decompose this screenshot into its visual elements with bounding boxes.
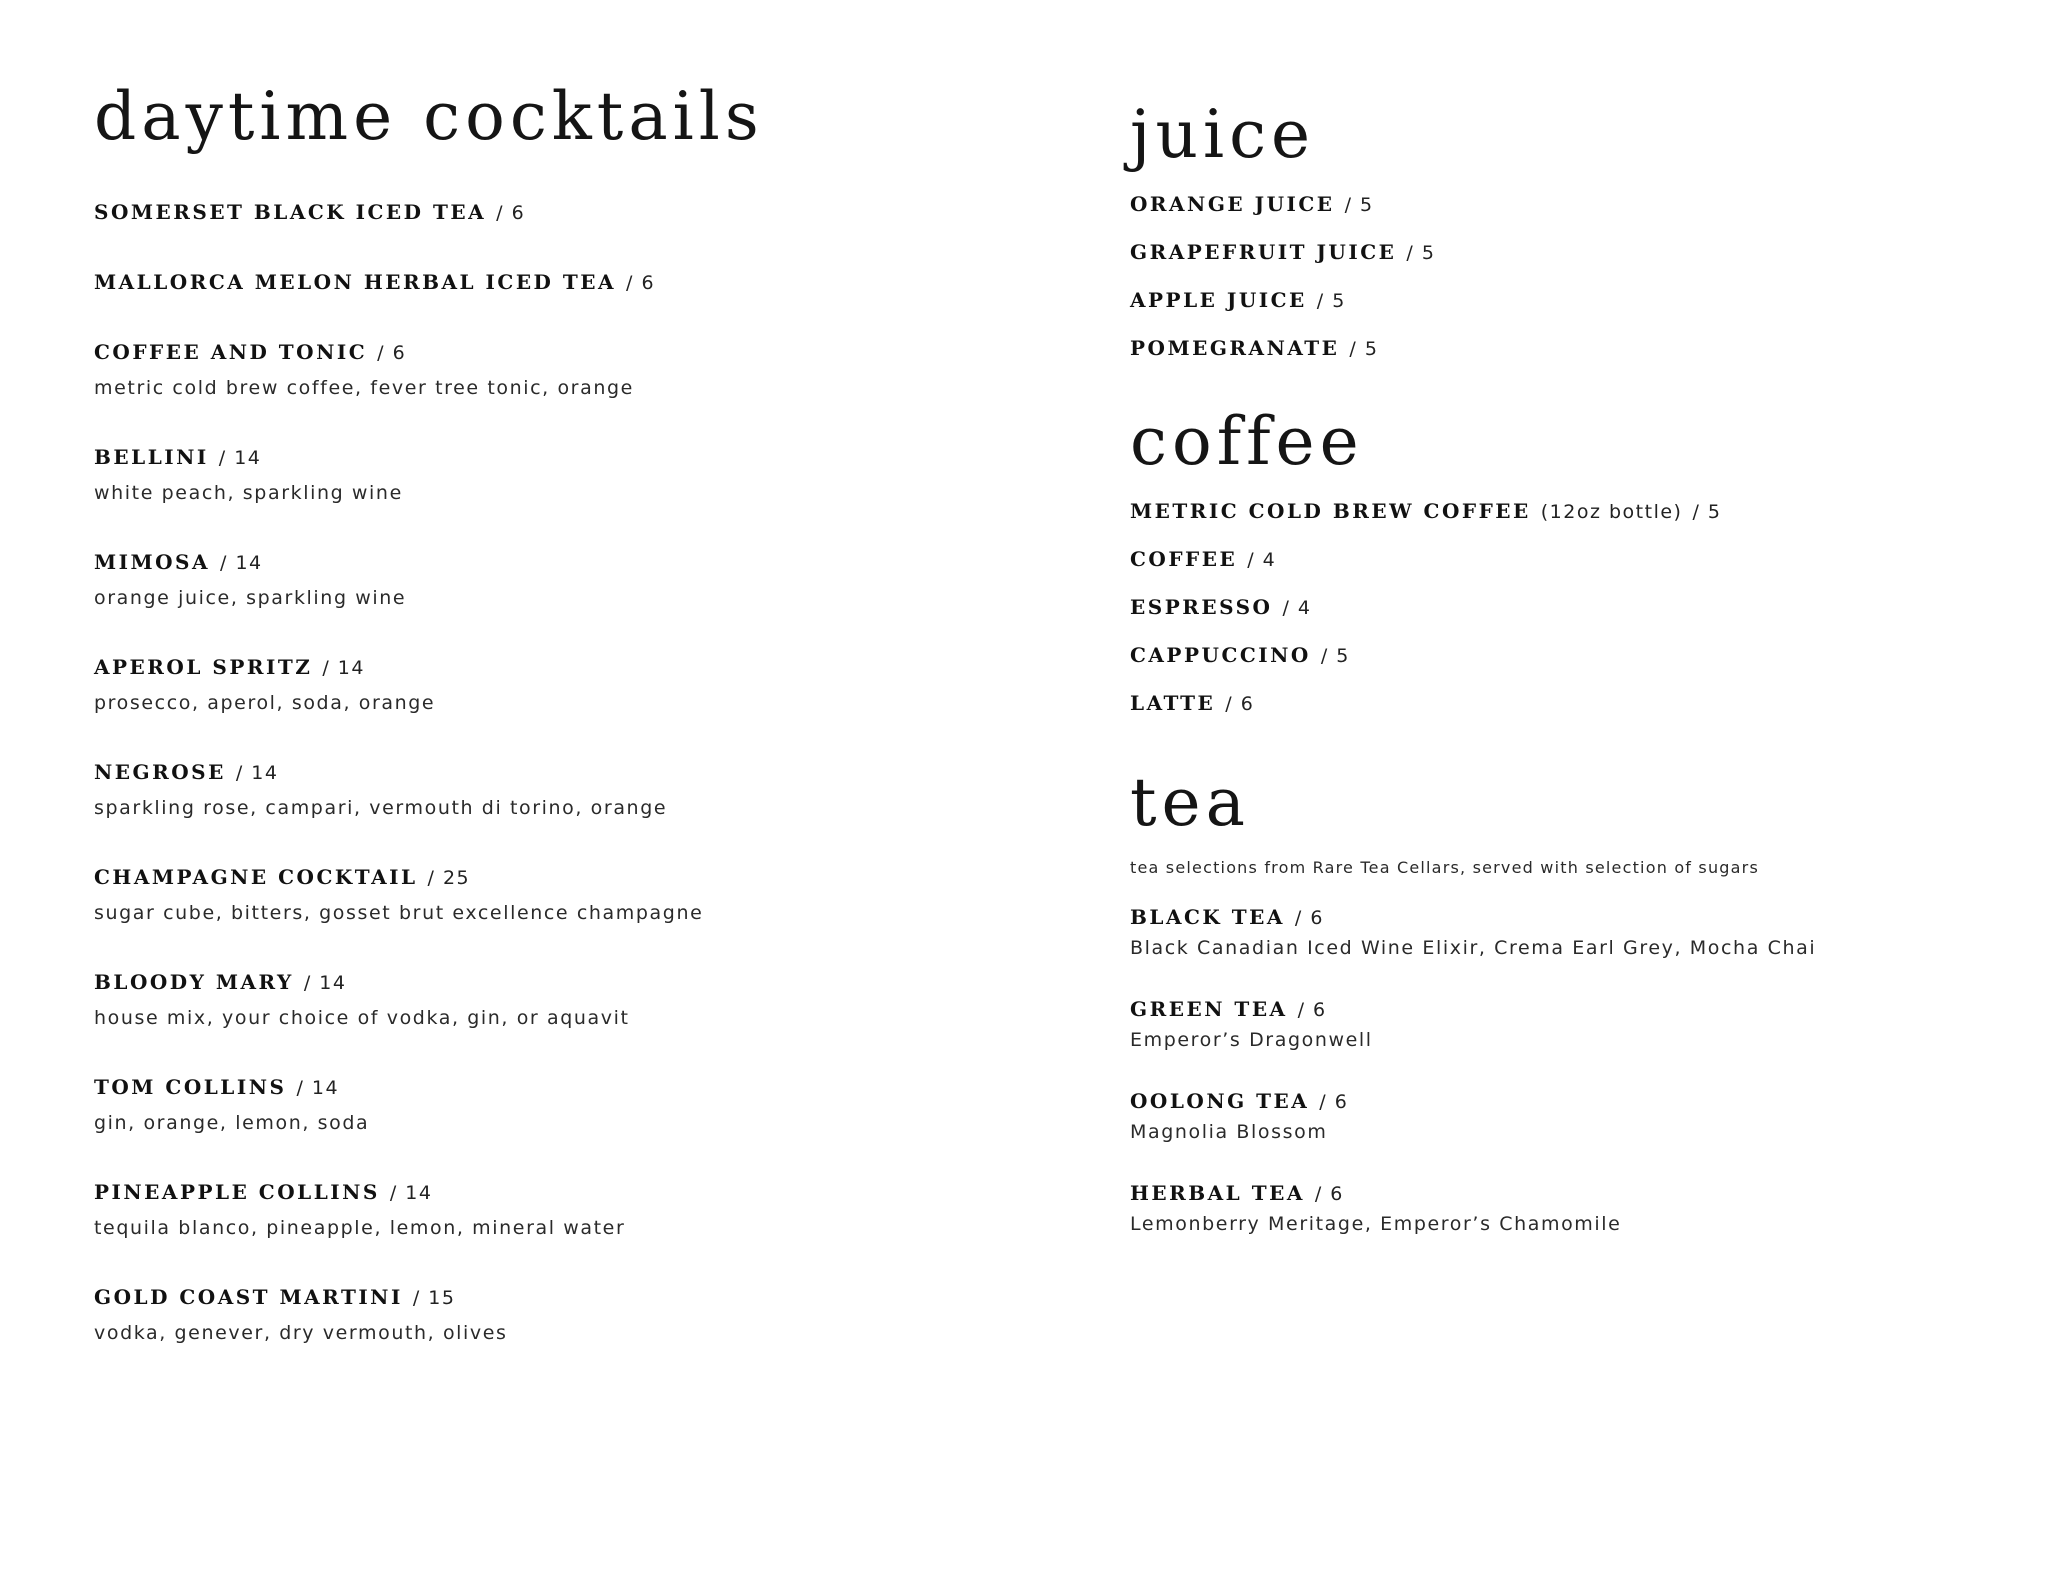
item-price: / 5 xyxy=(1406,242,1436,264)
menu-item xyxy=(1130,238,2010,267)
menu-item xyxy=(94,548,1054,612)
item-description: sparkling rose, campari, vermouth di torino, orange xyxy=(94,797,668,819)
menu-item xyxy=(1130,1087,2010,1146)
menu-item xyxy=(1130,641,2010,670)
item-name: COFFEE xyxy=(1130,547,1238,571)
item-name: LATTE xyxy=(1130,691,1216,715)
item-name: GRAPEFRUIT JUICE xyxy=(1130,240,1397,264)
item-description: tequila blanco, pineapple, lemon, mineral water xyxy=(94,1217,626,1239)
item-name: COFFEE AND TONIC xyxy=(94,340,368,364)
menu-item xyxy=(1130,689,2010,718)
menu-item xyxy=(1130,903,2010,962)
item-name: APPLE JUICE xyxy=(1130,288,1307,312)
item-name: NEGROSE xyxy=(94,760,226,784)
cocktails-title: daytime cocktails xyxy=(94,78,764,155)
item-description: Black Canadian Iced Wine Elixir, Crema Earl Grey, Mocha Chai xyxy=(1130,937,1817,959)
item-name: MALLORCA MELON HERBAL ICED TEA xyxy=(94,270,617,294)
item-description: house mix, your choice of vodka, gin, or aquavit xyxy=(94,1007,630,1029)
item-name: TOM COLLINS xyxy=(94,1075,287,1099)
item-name: HERBAL TEA xyxy=(1130,1181,1305,1205)
item-price: / 6 xyxy=(626,272,656,294)
item-price: / 6 xyxy=(496,202,526,224)
item-price: / 6 xyxy=(1225,693,1255,715)
menu-item xyxy=(94,863,1054,927)
menu-item xyxy=(94,1073,1054,1137)
item-price: / 6 xyxy=(1314,1183,1344,1205)
item-price: / 14 xyxy=(303,972,347,994)
item-price: / 15 xyxy=(412,1287,456,1309)
menu-item xyxy=(1130,334,2010,363)
item-price: / 14 xyxy=(218,447,262,469)
item-price: / 14 xyxy=(296,1077,340,1099)
juice-title: juice xyxy=(1130,96,1316,173)
cocktails-column xyxy=(94,0,1054,1388)
item-name: PINEAPPLE COLLINS xyxy=(94,1180,380,1204)
item-price: / 5 xyxy=(1320,645,1350,667)
menu-item xyxy=(94,1178,1054,1242)
item-price: / 6 xyxy=(377,342,407,364)
item-price: / 5 xyxy=(1692,501,1722,523)
item-price: / 6 xyxy=(1319,1091,1349,1113)
item-name: SOMERSET BLACK ICED TEA xyxy=(94,200,487,224)
menu-item xyxy=(94,198,1054,227)
menu-item xyxy=(1130,497,2010,526)
item-name: GREEN TEA xyxy=(1130,997,1288,1021)
tea-title: tea xyxy=(1130,764,1250,841)
menu-item xyxy=(94,968,1054,1032)
item-name: POMEGRANATE xyxy=(1130,336,1340,360)
menu-item xyxy=(1130,190,2010,219)
item-price: / 14 xyxy=(322,657,365,679)
item-price: / 6 xyxy=(1297,999,1327,1021)
item-price: / 4 xyxy=(1247,549,1277,571)
item-price: / 6 xyxy=(1294,907,1324,929)
item-name: BLACK TEA xyxy=(1130,905,1285,929)
item-price: / 14 xyxy=(220,552,263,574)
drinks-column xyxy=(1130,0,2010,1271)
item-name: MIMOSA xyxy=(94,550,211,574)
item-price: / 5 xyxy=(1344,194,1374,216)
item-name: ORANGE JUICE xyxy=(1130,192,1335,216)
item-description: vodka, genever, dry vermouth, olives xyxy=(94,1322,508,1344)
item-description: metric cold brew coffee, fever tree tonic, orange xyxy=(94,377,634,399)
item-price: / 4 xyxy=(1282,597,1312,619)
menu-item xyxy=(1130,593,2010,622)
menu-item xyxy=(1130,1179,2010,1238)
menu-item xyxy=(94,338,1054,402)
item-description: Magnolia Blossom xyxy=(1130,1121,1328,1143)
tea-intro: tea selections from Rare Tea Cellars, served with selection of sugars xyxy=(1130,858,1759,877)
item-description: sugar cube, bitters, gosset brut excellence champagne xyxy=(94,902,704,924)
item-name: OOLONG TEA xyxy=(1130,1089,1310,1113)
menu-item xyxy=(94,1283,1054,1347)
menu-item xyxy=(94,653,1054,717)
item-price: / 5 xyxy=(1349,338,1379,360)
menu-item xyxy=(94,758,1054,822)
item-name: CAPPUCCINO xyxy=(1130,643,1311,667)
item-price: / 5 xyxy=(1316,290,1346,312)
coffee-title: coffee xyxy=(1130,403,1364,480)
item-price: / 25 xyxy=(427,867,471,889)
menu-item xyxy=(94,268,1054,297)
menu-item xyxy=(94,443,1054,507)
item-name: APEROL SPRITZ xyxy=(94,655,313,679)
item-price: / 14 xyxy=(235,762,279,784)
item-name: BELLINI xyxy=(94,445,209,469)
item-description: gin, orange, lemon, soda xyxy=(94,1112,370,1134)
menu-item xyxy=(1130,545,2010,574)
menu-item xyxy=(1130,995,2010,1054)
item-description: Emperor’s Dragonwell xyxy=(1130,1029,1373,1051)
item-name: METRIC COLD BREW COFFEE xyxy=(1130,499,1531,523)
item-description: orange juice, sparkling wine xyxy=(94,587,407,609)
menu-item xyxy=(1130,286,2010,315)
item-description: prosecco, aperol, soda, orange xyxy=(94,692,436,714)
item-name: BLOODY MARY xyxy=(94,970,294,994)
item-description: white peach, sparkling wine xyxy=(94,482,403,504)
item-note: (12oz bottle) xyxy=(1540,501,1683,523)
item-description: Lemonberry Meritage, Emperor’s Chamomile xyxy=(1130,1213,1622,1235)
item-name: CHAMPAGNE COCKTAIL xyxy=(94,865,418,889)
item-name: ESPRESSO xyxy=(1130,595,1273,619)
item-price: / 14 xyxy=(389,1182,433,1204)
item-name: GOLD COAST MARTINI xyxy=(94,1285,403,1309)
